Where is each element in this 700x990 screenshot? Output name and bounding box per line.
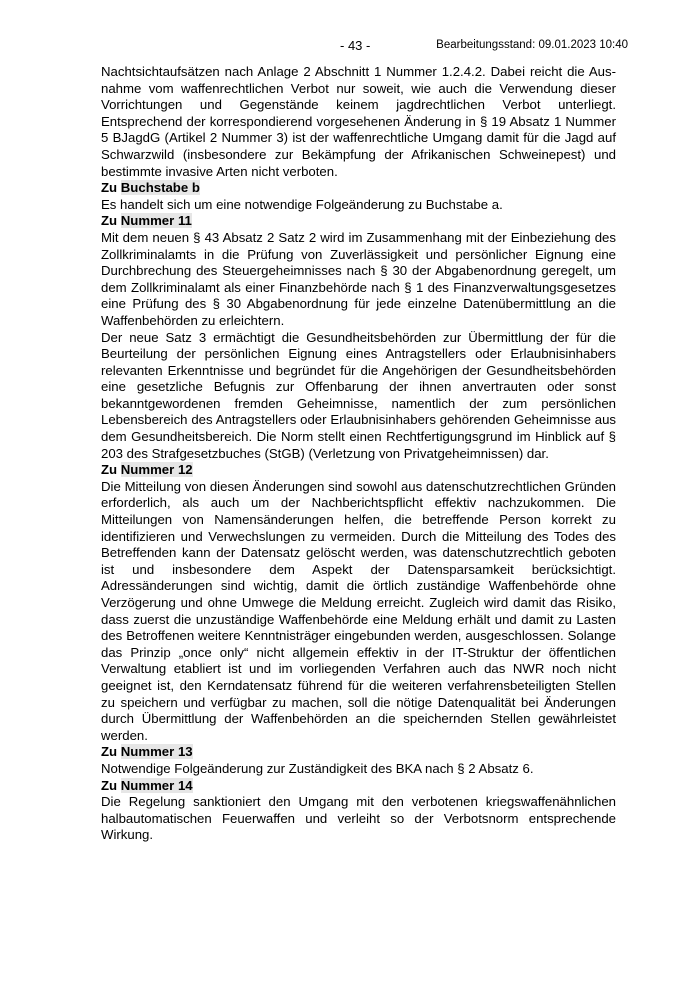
document-body (101, 64, 616, 844)
revision-status: Bearbeitungsstand: 09.01.2023 10:40 (436, 39, 628, 51)
paragraph-nummer-11-b: Der neue Satz 3 ermächtigt die Gesundheitsbehörden zur Übermittlung der für die Beurteilung der persönlichen Eignung eines Antragstellers oder Erlaubnisinhabers relevanten Erkenntnisse und begründet für die Angehörigen der Gesundheitsbehörden eine gesetzliche Befugnis zur Offenbarung der ihnen anvertrauten oder sonst bekanntgewordenen fremden Geheimnisse, namentlich der zum persönlichen Lebensbereich des Antragstellers oder Erlaubnisinhabers gehörenden Geheimnisse aus dem Gesundheitsbereich. Die Norm stellt einen Rechtfertigungsgrund im Hinblick auf § 203 des Strafgesetzbuches (StGB) (Verletzung von Privatgeheimnissen) dar. (101, 329, 616, 461)
heading-prefix: Zu (101, 462, 121, 478)
heading-nummer-13 (101, 744, 616, 761)
page-header (0, 38, 700, 58)
heading-label: Buchstabe b (120, 180, 200, 196)
page-number: - 43 - (340, 38, 371, 53)
heading-label: Nummer 13 (120, 744, 193, 760)
heading-nummer-12 (101, 462, 616, 479)
paragraph-nummer-11-a: Mit dem neuen § 43 Absatz 2 Satz 2 wird im Zusammenhang mit der Einbeziehung des Zollkriminalamts in die Prüfung von Zuverlässigkeit und persönlicher Eignung eine Durchbrechung des Steuergeheimnisses nach § 30 der Abgabenordnung geregelt, um dem Zollkriminalamt als einer Finanzbehörde nach § 1 des Finanzverwaltungsgesetzes eine Prüfung des § 30 Abgabenordnung für jede einzelne Datenübermittlung an die Waffenbehörden zu erleichtern. (101, 229, 616, 328)
heading-nummer-11 (101, 213, 616, 230)
heading-label: Nummer 11 (120, 213, 192, 229)
heading-nummer-14 (101, 778, 616, 795)
heading-label: Nummer 12 (120, 462, 193, 478)
heading-prefix: Zu (101, 744, 121, 760)
heading-prefix: Zu (101, 180, 121, 196)
paragraph-nummer-14: Die Regelung sanktioniert den Umgang mit den verbotenen kriegswaffenähnlichen halbautomatischen Feuerwaffen und verleiht so der Verbotsnorm entsprechende Wirkung. (101, 794, 616, 843)
paragraph-nummer-13: Notwendige Folgeänderung zur Zuständigkeit des BKA nach § 2 Absatz 6. (101, 760, 534, 776)
paragraph-buchstabe-b: Es handelt sich um eine notwendige Folgeänderung zu Buchstabe a. (101, 196, 503, 212)
paragraph-nachtsicht: Nachtsichtaufsätzen nach Anlage 2 Abschnitt 1 Nummer 1.2.4.2. Dabei reicht die Ausnahme vom waffenrechtlichen Verbot nur soweit, wie auch die Verwendung dieser Vorrichtungen und Gegenstände keinem jagdrechtlichen Verbot unterliegt. Entsprechend der korrespondierend vorgesehenen Änderung in § 19 Absatz 1 Nummer 5 BJagdG (Artikel 2 Nummer 3) ist der waffenrechtliche Umgang damit für die Jagd auf Schwarzwild (insbesondere zur Bekämpfung der Afrikanischen Schweinepest) und bestimmte invasive Arten nicht verboten. (101, 64, 616, 179)
heading-label: Nummer 14 (120, 777, 193, 793)
paragraph-nummer-12: Die Mitteilung von diesen Änderungen sind sowohl aus datenschutzrechtlichen Gründen erforderlich, als auch um der Nachberichtspflicht effektiv nachzukommen. Die Mitteilungen von Namensänderungen helfen, die betreffende Person korrekt zu identifizieren und Verwechslungen zu vermeiden. Durch die Mitteilung des Todes des Betreffenden kann der Datensatz gelöscht werden, was datenschutzrechtlich geboten ist und insbesondere dem Aspekt der Datensparsamkeit berücksichtigt. Adressänderungen sind wichtig, damit die örtlich zuständige Waffenbehörde ohne Verzögerung und ohne Umwege die Meldung erreicht. Zugleich wird damit das Risiko, dass zuerst die unzuständige Waffenbehörde eine Meldung erhält und damit zu Lasten des Betroffenen weitere Kenntnisträger eingebunden werden, ausgeschlossen. Solange das Prinzip „once only“ nicht allgemein effektiv in der IT-Struktur der öffentlichen Verwaltung etabliert ist und im vorliegenden Verfahren auch das NWR noch nicht geeignet ist, den Kerndatensatz führend für die weiteren verfahrensbeteiligten Stellen zu speichern und verfügbar zu machen, soll die nötige Datenqualität bei Änderungen durch Übermittlung der Waffenbehörden an die speichernden Stellen gewährleistet werden. (101, 478, 616, 743)
heading-buchstabe-b (101, 180, 616, 197)
heading-prefix: Zu (101, 777, 121, 793)
heading-prefix: Zu (101, 213, 121, 229)
